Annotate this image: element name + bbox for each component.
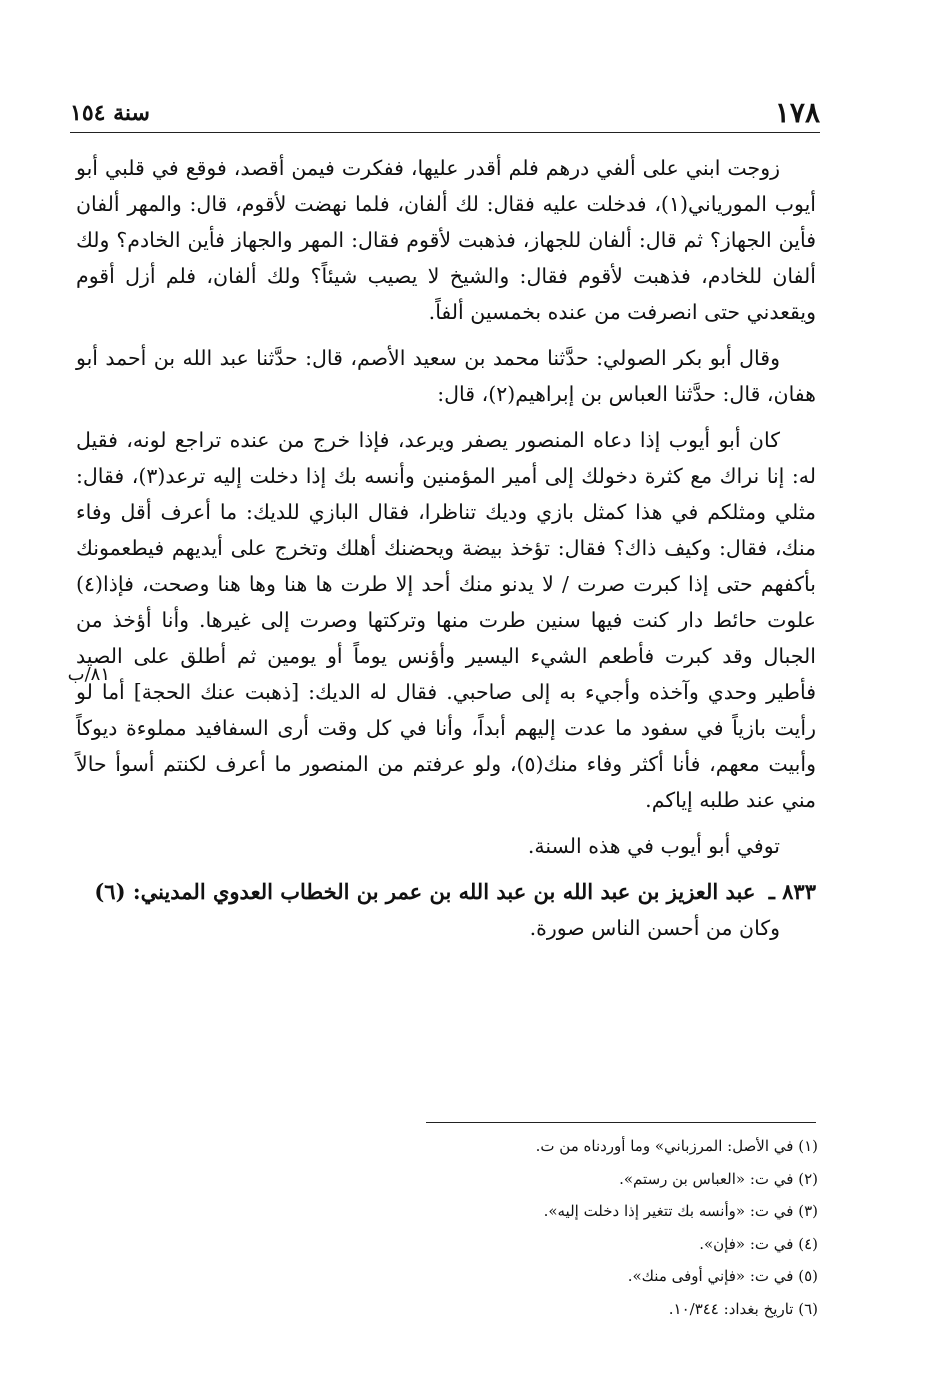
paragraph-1: زوجت ابني على ألفي درهم فلم أقدر عليها، ففكرت فيمن أقصد، فوقع في قلبي أبو أيوب المورياني(١)، فدخلت عليه فقال: لك ألفان، فلما نهضت لأقوم، قال: والمهر ألفان فأين الجهاز؟ ثم قال: ألفان للجهاز، فذهبت لأقوم فقال: المهر والجهاز فأين الخادم؟ ولك ألفان للخادم، فذهبت لأقوم فقال: والشيخ لا يصيب شيئاً؟ ولك ألفان، فلم أزل أقوم ويقعدني حتى انصرفت من عنده بخمسين ألفاً. bbox=[76, 156, 816, 324]
biography-note-ref: (٦) bbox=[94, 879, 126, 904]
paragraph-4: توفي أبو أيوب في هذه السنة. bbox=[527, 834, 780, 858]
main-text bbox=[76, 150, 816, 946]
page-header bbox=[70, 96, 820, 133]
margin-folio-note: ٨١/ب bbox=[67, 664, 110, 685]
biography-heading bbox=[76, 874, 816, 910]
footnote-5: (٥) في ت: «فإني أوفى منك». bbox=[627, 1267, 818, 1285]
page-number: ١٧٨ bbox=[774, 96, 820, 129]
footnote-4: (٤) في ت: «فإن». bbox=[699, 1234, 818, 1253]
paragraph-2: وقال أبو بكر الصولي: حدَّثنا محمد بن سعيد الأصم، قال: حدَّثنا عبد الله بن أحمد أبو هفان، قال: حدَّثنا العباس بن إبراهيم(٢)، قال: bbox=[76, 346, 816, 406]
footnotes bbox=[318, 1130, 818, 1325]
biography-title: عبد العزيز بن عبد الله بن عبد الله بن عمر بن الخطاب العدوي المديني: bbox=[132, 879, 756, 904]
biography-line: وكان من أحسن الناس صورة. bbox=[529, 916, 780, 940]
footnote-divider bbox=[426, 1122, 816, 1123]
running-title: سنة ١٥٤ bbox=[70, 100, 150, 126]
footnote-2: (٢) في ت: «العباس بن رستم». bbox=[619, 1169, 818, 1188]
footnote-1: (١) في الأصل: المرزباني» وما أوردناه من ت. bbox=[535, 1137, 818, 1155]
biography-number: ٨٣٣ ـ bbox=[768, 879, 816, 904]
footnote-3: (٣) في ت: «وأنسه بك تتغير إذا دخلت إليه». bbox=[543, 1202, 818, 1220]
paragraph-3: كان أبو أيوب إذا دعاه المنصور يصفر ويرعد، فإذا خرج من عنده تراجع لونه، فقيل له: إنا نراك مع كثرة دخولك إلى أمير المؤمنين وأنسه بك إذا دخلت إليه ترعد(٣)، فقال: مثلي ومثلكم في هذا كمثل بازي وديك تناظرا، فقال البازي للديك: ما أعرف أقل وفاء منك، فقال: وكيف ذاك؟ فقال: تؤخذ بيضة ويحضنك أهلك وتخرج على أيديهم فيطعمونك بأكفهم حتى إذا كبرت صرت / لا يدنو منك أحد إلا طرت ها هنا وها هنا وصحت، فإذا(٤) علوت حائط دار كنت فيها سنين طرت منها وتركتها وصرت إلى غيرها. وأنا أؤخذ من الجبال وقد كبرت فأطعم الشيء اليسير وأؤنس يوماً أو يومين ثم أطلق على الصيد فأطير وحدي وآخذه وأجيء به إلى صاحبي. فقال له الديك: [ذهبت عنك الحجة] أما لو رأيت بازياً في سفود ما عدت إليهم أبداً، وأنا في كل وقت أرى السفافيد مملوءة ديوكاً وأبيت معهم، فأنا أكثر وفاء منك(٥)، ولو عرفتم من المنصور ما أعرف لكنتم أسوأ حالاً مني عند طلبه إياكم. bbox=[76, 428, 816, 812]
footnote-6: (٦) تاريخ بغداد: ١٠/٣٤٤. bbox=[668, 1299, 818, 1318]
